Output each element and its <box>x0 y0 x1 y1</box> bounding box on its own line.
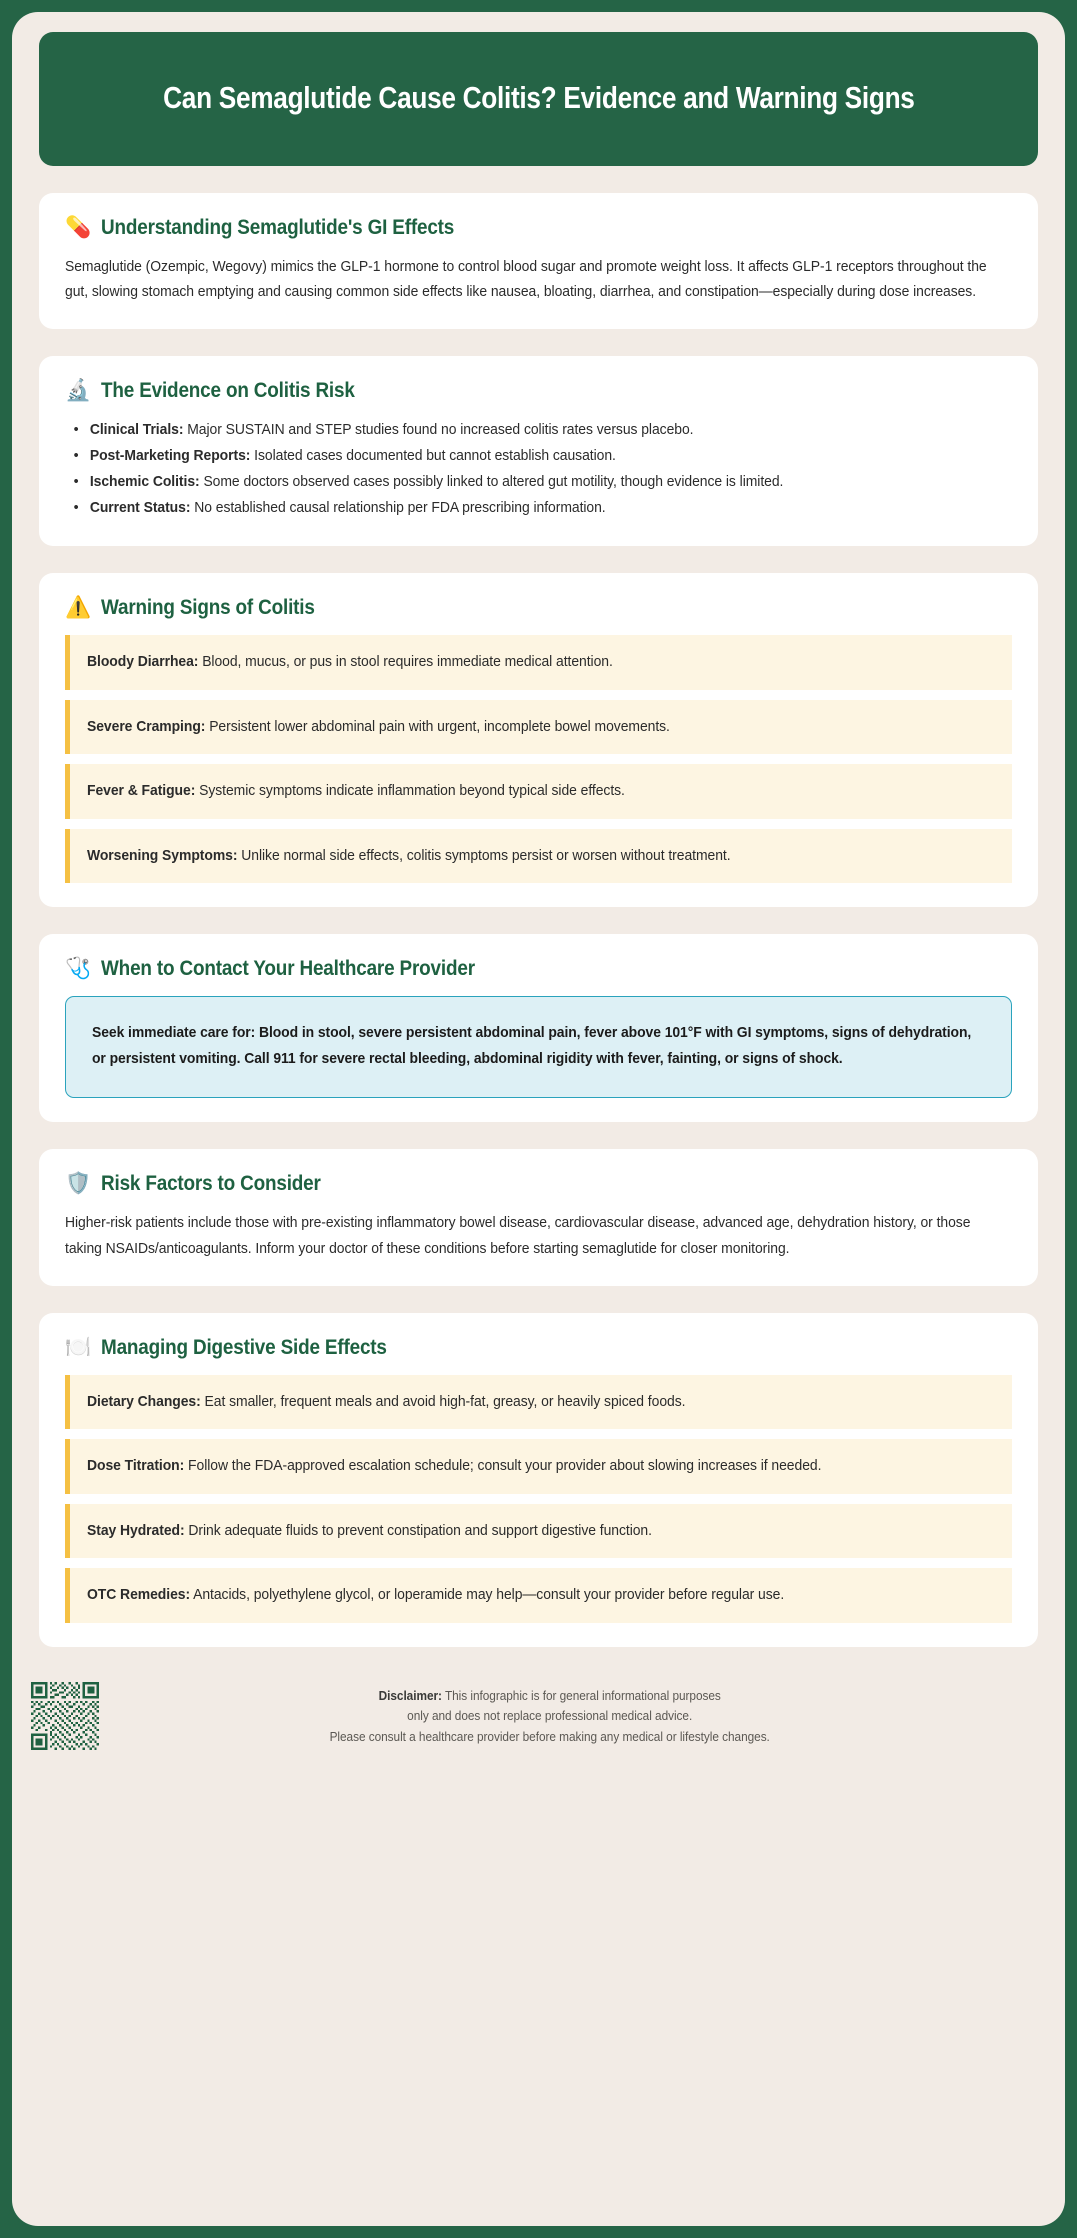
disclaimer-label: Disclaimer: <box>378 1688 442 1703</box>
section-header <box>65 956 1012 981</box>
warning-strip <box>65 764 1012 819</box>
section-evidence <box>39 356 1038 546</box>
list-item-label: Ischemic Colitis: <box>89 474 200 491</box>
warning-strip-label: Bloody Diarrhea: <box>87 654 199 671</box>
warning-strip-label: Severe Cramping: <box>87 718 206 735</box>
tip-strip-text: Antacids, polyethylene glycol, or loperamide may help—consult your provider before regular use. <box>193 1587 785 1604</box>
page-inner-surface <box>12 12 1065 2226</box>
list-item-text: Major SUSTAIN and STEP studies found no increased colitis rates versus placebo. <box>187 422 694 439</box>
microscope-icon: 🔬 <box>65 379 92 403</box>
section-header <box>65 1335 1012 1360</box>
emergency-alert-text: Seek immediate care for: Blood in stool, severe persistent abdominal pain, fever above 101°F with GI symptoms, signs of dehydration, or persistent vomiting. Call 911 for severe rectal bleeding, abdominal rigidity with fever, fainting, or signs of shock. <box>92 1025 972 1067</box>
section-risk-factors <box>39 1149 1038 1285</box>
header-banner <box>39 32 1038 166</box>
list-item-label: Current Status: <box>89 500 191 517</box>
pill-capsule-icon: 💊 <box>65 216 92 239</box>
list-item-text: No established causal relationship per FDA prescribing information. <box>194 500 606 517</box>
tip-strip-text: Drink adequate fluids to prevent constipation and support digestive function. <box>188 1522 652 1539</box>
warning-strip <box>65 829 1012 884</box>
stethoscope-icon: 🩺 <box>65 957 92 981</box>
list-item <box>65 496 1010 522</box>
warning-strip-text: Unlike normal side effects, colitis symptoms persist or worsen without treatment. <box>241 847 731 864</box>
disclaimer-line-1: This infographic is for general informational purposes <box>441 1688 721 1703</box>
tip-strip <box>65 1439 1012 1494</box>
emergency-alert-box <box>65 996 1012 1098</box>
section-body-text: Higher-risk patients include those with pre-existing inflammatory bowel disease, cardiovascular disease, advanced age, dehydration history, or those taking NSAIDs/anticoagulants. Inform your doctor of these conditions before starting semaglutide for closer monitoring. <box>65 1215 971 1257</box>
tip-strip-text: Eat smaller, frequent meals and avoid high-fat, greasy, or heavily spiced foods. <box>204 1393 686 1410</box>
section-header <box>65 215 1012 240</box>
warning-strip-label: Fever & Fatigue: <box>87 783 196 800</box>
section-header <box>65 595 1012 620</box>
section-contact-provider <box>39 934 1038 1122</box>
warning-strip <box>65 700 1012 755</box>
list-item <box>65 418 1010 444</box>
disclaimer-line-3: Please consult a healthcare provider before making any medical or lifestyle changes. <box>329 1729 770 1744</box>
warning-strip-text: Systemic symptoms indicate inflammation beyond typical side effects. <box>199 783 625 800</box>
section-header <box>65 1171 1012 1196</box>
list-item <box>65 470 1010 496</box>
warning-strip-label: Worsening Symptoms: <box>87 847 238 864</box>
evidence-bullet-list <box>65 418 1010 522</box>
plate-with-cutlery-icon: 🍽️ <box>65 1335 92 1359</box>
section-header <box>65 378 1012 403</box>
section-title: Risk Factors to Consider <box>101 1171 321 1196</box>
list-item-label: Clinical Trials: <box>89 422 184 439</box>
warning-strip-text: Blood, mucus, or pus in stool requires immediate medical attention. <box>202 654 613 671</box>
section-title: The Evidence on Colitis Risk <box>101 378 355 403</box>
page-title: Can Semaglutide Cause Colitis? Evidence and Warning Signs <box>162 81 915 116</box>
list-item <box>65 444 1010 470</box>
tip-strip-text: Follow the FDA-approved escalation schedule; consult your provider about slowing increases if needed. <box>188 1458 822 1475</box>
section-understanding <box>39 193 1038 329</box>
footer <box>39 1674 1038 2226</box>
section-title: Managing Digestive Side Effects <box>101 1334 387 1359</box>
tip-strip-label: Dose Titration: <box>87 1458 185 1475</box>
qr-code-icon[interactable] <box>31 1682 99 1750</box>
disclaimer-text <box>127 1682 1010 1747</box>
section-body-text: Semaglutide (Ozempic, Wegovy) mimics the GLP-1 hormone to control blood sugar and promote weight loss. It affects GLP-1 receptors throughout the gut, slowing stomach emptying and causing common side effects like nausea, bloating, diarrhea, and constipation—especially during dose increases. <box>65 259 987 301</box>
tip-strip-label: Stay Hydrated: <box>87 1522 185 1539</box>
tip-strip <box>65 1568 1012 1623</box>
list-item-text: Isolated cases documented but cannot establish causation. <box>254 448 616 465</box>
section-title: Warning Signs of Colitis <box>101 595 315 620</box>
tip-strip <box>65 1375 1012 1430</box>
tip-strip-label: OTC Remedies: <box>87 1587 191 1604</box>
warning-strip <box>65 635 1012 690</box>
tip-strip-label: Dietary Changes: <box>87 1393 201 1410</box>
warning-triangle-icon: ⚠️ <box>65 596 92 620</box>
section-title: When to Contact Your Healthcare Provider <box>101 956 475 981</box>
tip-strip <box>65 1504 1012 1559</box>
disclaimer-line-2: only and does not replace professional medical advice. <box>407 1709 693 1724</box>
warning-strip-text: Persistent lower abdominal pain with urgent, incomplete bowel movements. <box>209 718 670 735</box>
list-item-text: Some doctors observed cases possibly linked to altered gut motility, though evidence is limited. <box>203 474 784 491</box>
section-managing <box>39 1313 1038 1647</box>
section-warning-signs <box>39 573 1038 907</box>
section-title: Understanding Semaglutide's GI Effects <box>101 215 455 239</box>
shield-icon: 🛡️ <box>65 1172 92 1196</box>
list-item-label: Post-Marketing Reports: <box>89 448 251 465</box>
